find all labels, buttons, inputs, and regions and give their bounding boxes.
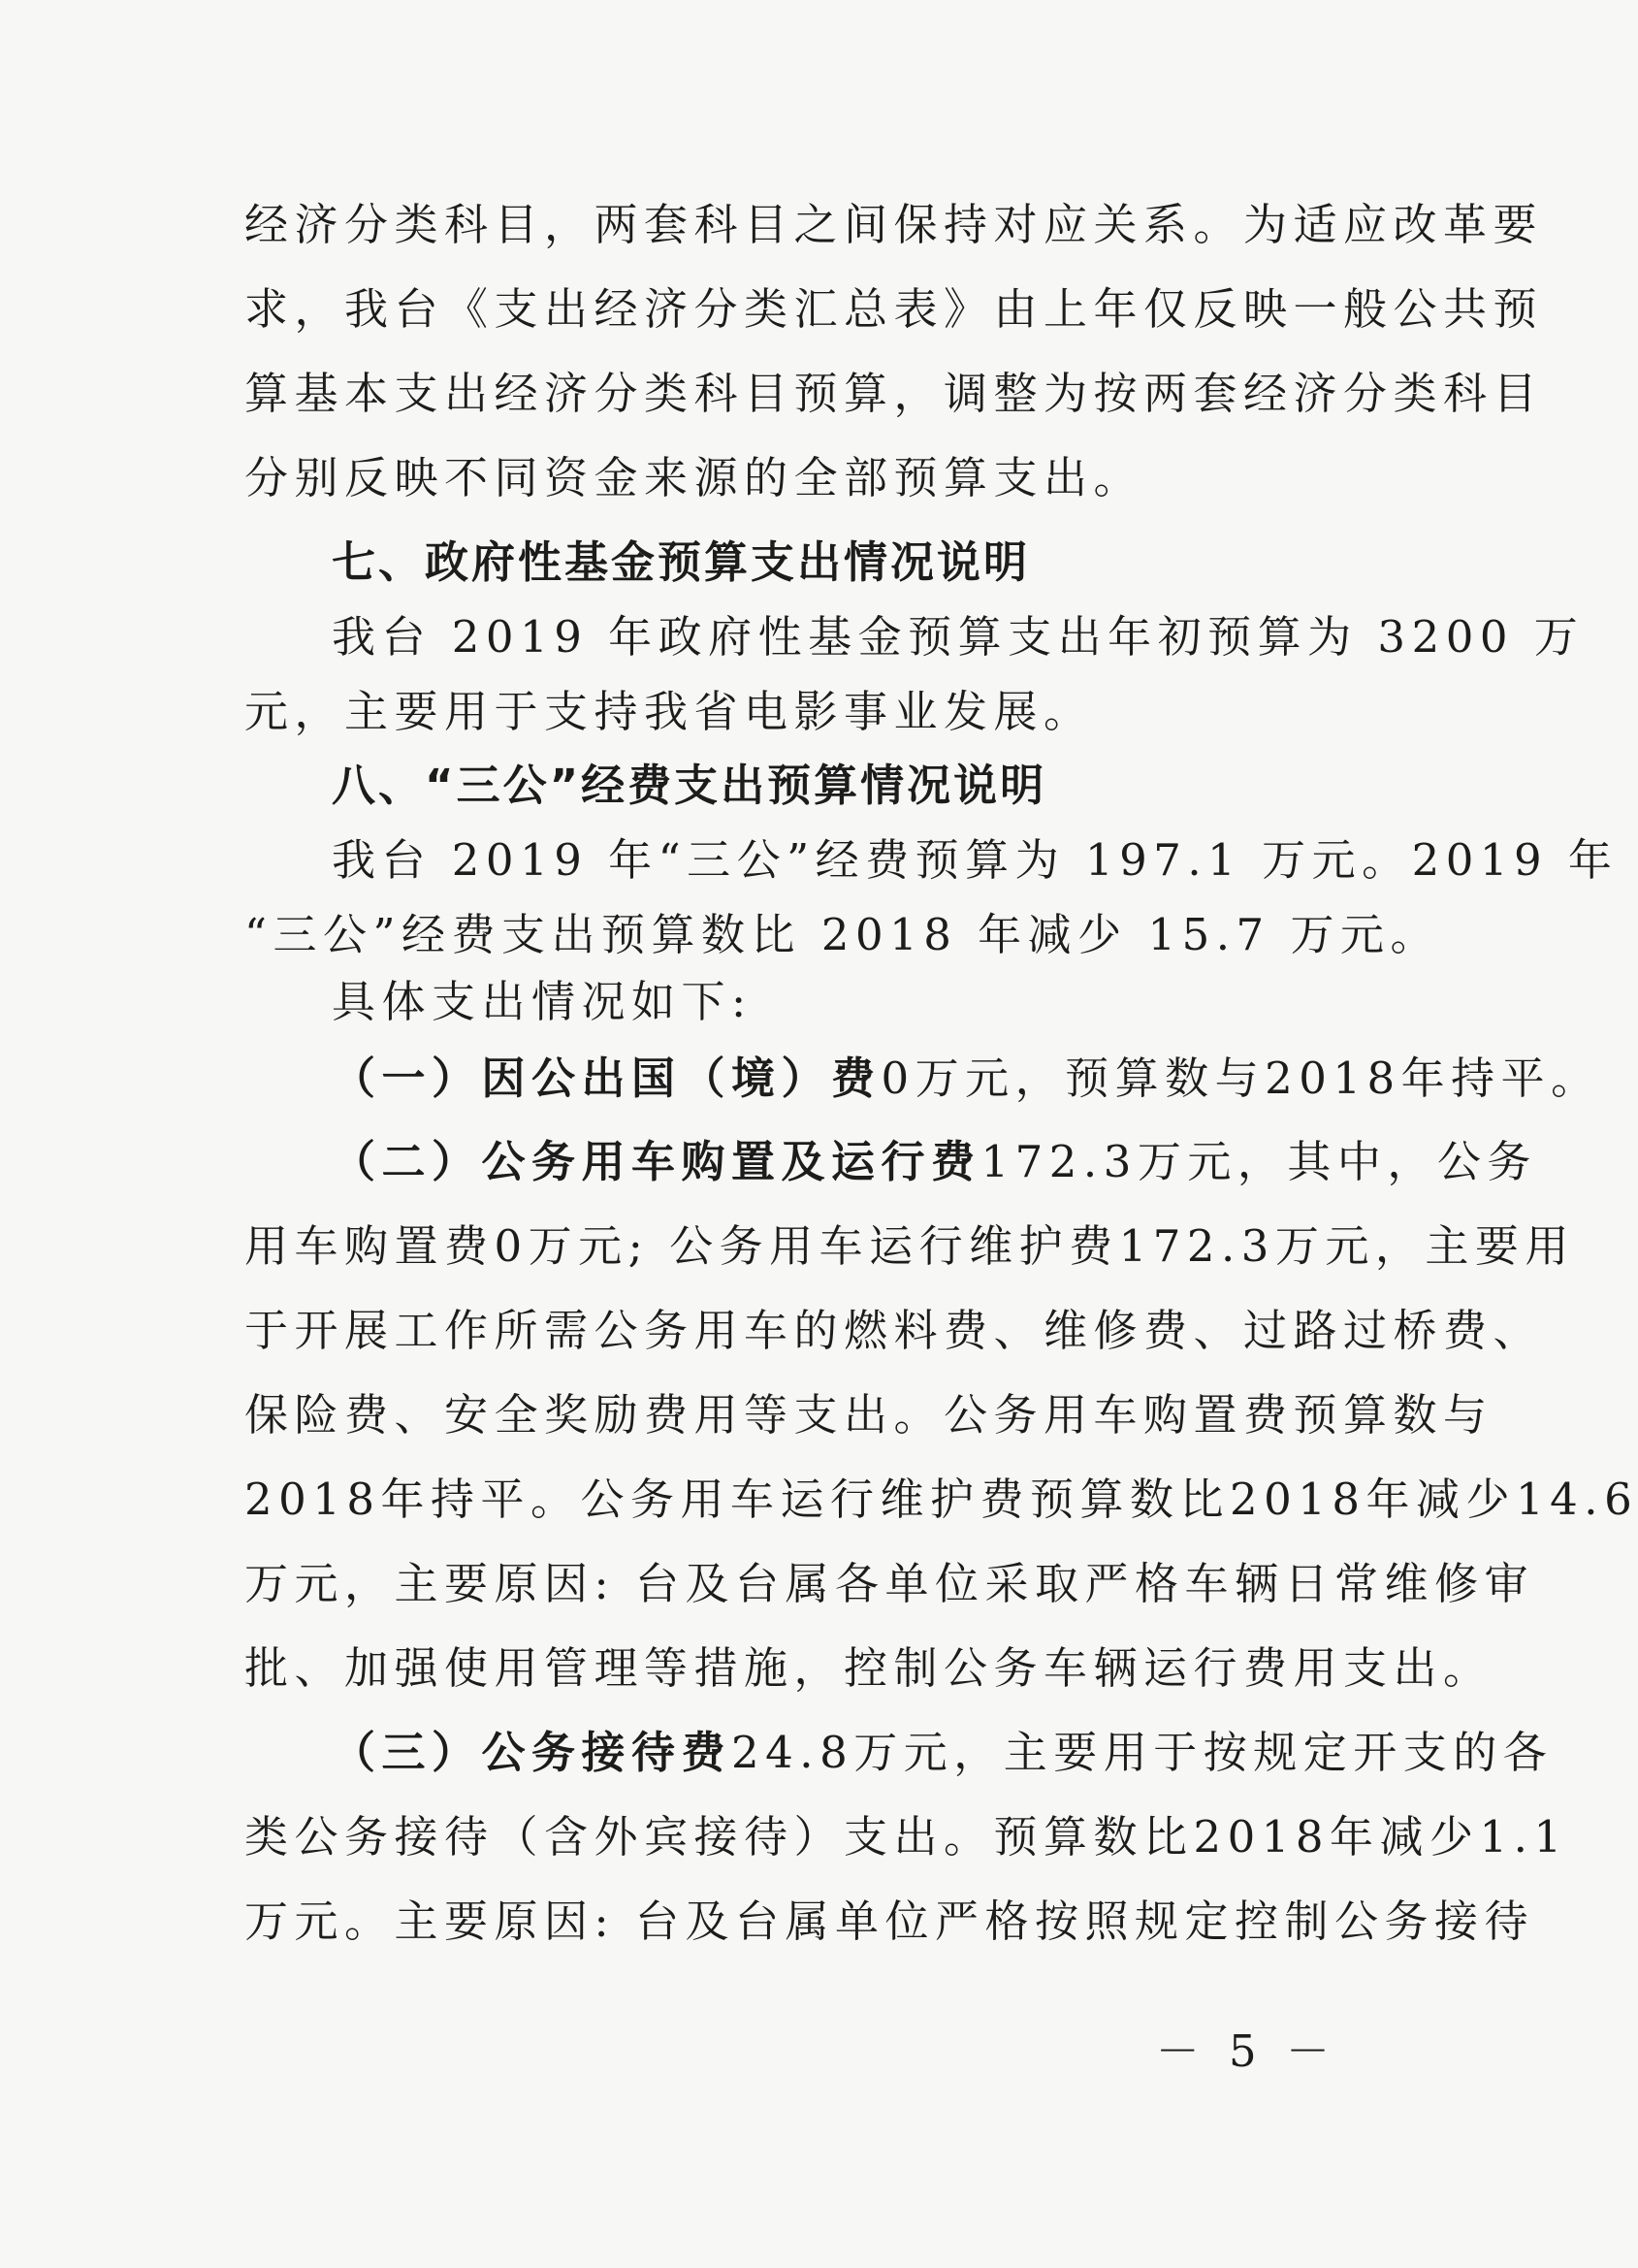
body-line: 分别反映不同资金来源的全部预算支出。 <box>244 452 1144 503</box>
item-2-text: 172.3万元，其中，公务 <box>980 1136 1537 1187</box>
body-line: 经济分类科目，两套科目之间保持对应关系。为适应改革要 <box>244 199 1544 250</box>
item-3-label: （三）公务接待费 <box>332 1727 732 1778</box>
body-line: 求，我台《支出经济分类汇总表》由上年仅反映一般公共预 <box>244 283 1544 335</box>
body-line: 我台 2019 年政府性基金预算支出年初预算为 3200 万 <box>332 611 1585 663</box>
section-heading-7: 七、政府性基金预算支出情况说明 <box>332 536 1031 588</box>
body-line: 保险费、安全奖励费用等支出。公务用车购置费预算数与 <box>244 1389 1493 1441</box>
item-line-2 <box>332 1133 1537 1191</box>
body-line: 批、加强使用管理等措施，控制公务车辆运行费用支出。 <box>244 1642 1493 1694</box>
body-line: “三公”经费支出预算数比 2018 年减少 15.7 万元。 <box>244 909 1440 960</box>
item-line-3 <box>332 1724 1554 1782</box>
body-line: 用车购置费0万元; 公务用车运行维护费172.3万元，主要用 <box>244 1220 1575 1272</box>
item-3-text: 24.8万元，主要用于按规定开支的各 <box>731 1727 1554 1778</box>
body-line: 2018年持平。公务用车运行维护费预算数比2018年减少14.6 <box>244 1474 1638 1525</box>
section-heading-8: 八、“三公”经费支出预算情况说明 <box>332 760 1047 811</box>
body-line: 类公务接待（含外宾接待）支出。预算数比2018年减少1.1 <box>244 1811 1568 1863</box>
item-1-label: （一）因公出国（境）费 <box>332 1053 882 1104</box>
item-1-text: 0万元，预算数与2018年持平。 <box>881 1053 1601 1104</box>
body-line: 于开展工作所需公务用车的燃料费、维修费、过路过桥费、 <box>244 1305 1544 1356</box>
body-line: 具体支出情况如下: <box>332 976 753 1027</box>
body-line: 算基本支出经济分类科目预算，调整为按两套经济分类科目 <box>244 368 1544 419</box>
item-line-1 <box>332 1050 1601 1108</box>
body-line: 元，主要用于支持我省电影事业发展。 <box>244 686 1094 737</box>
body-line: 万元，主要原因: 台及台属各单位采取严格车辆日常维修审 <box>244 1558 1534 1609</box>
item-2-label: （二）公务用车购置及运行费 <box>332 1136 981 1187</box>
page-number: － 5 － <box>1155 2025 1337 2077</box>
body-line: 万元。主要原因: 台及台属单位严格按照规定控制公务接待 <box>244 1895 1534 1947</box>
body-line: 我台 2019 年“三公”经费预算为 197.1 万元。2019 年 <box>332 834 1619 886</box>
